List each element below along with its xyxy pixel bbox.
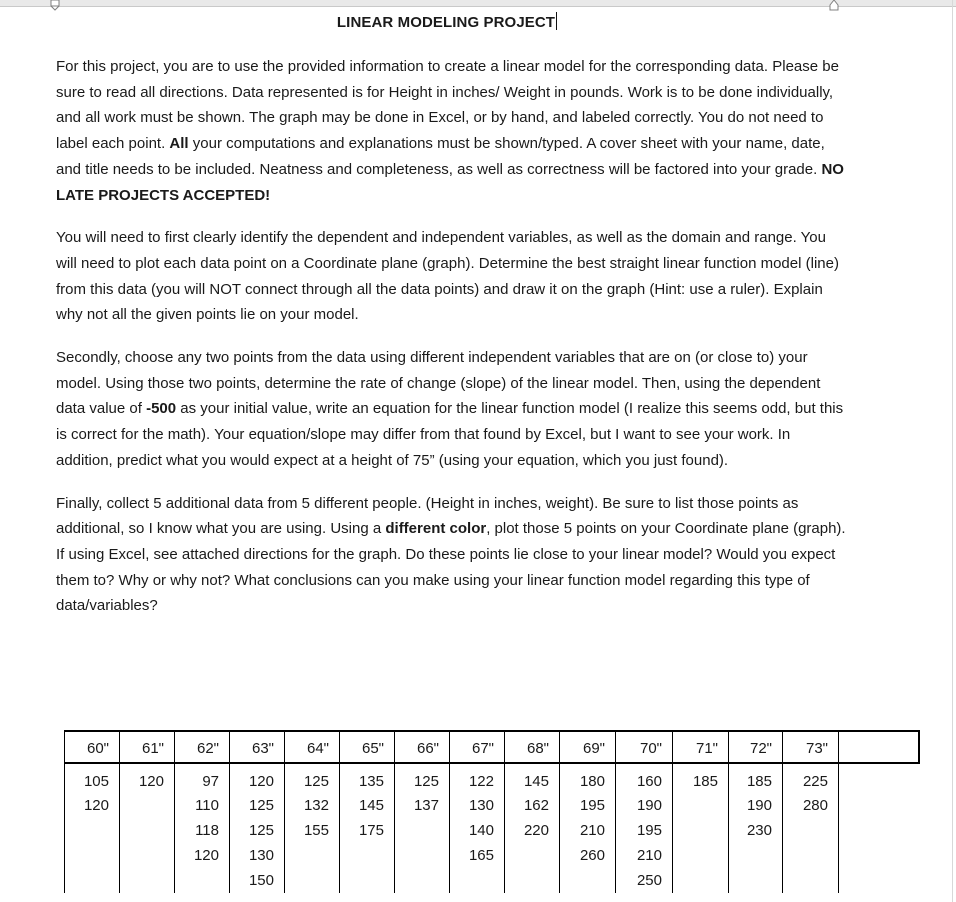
- header-cell[interactable]: 62": [175, 731, 230, 763]
- table-cell[interactable]: 160: [616, 763, 673, 793]
- table-cell[interactable]: [560, 868, 616, 893]
- table-cell[interactable]: [120, 868, 175, 893]
- paragraph-text: your computations and explanations must be shown/typed. A cover sheet with your name, date, and title needs to be included. Neatness and completeness, as well as correctness will be factored into your grade.: [56, 135, 825, 178]
- header-cell[interactable]: 63": [230, 731, 285, 763]
- bold-text: NO LATE PROJECTS ACCEPTED!: [56, 160, 844, 204]
- table-cell[interactable]: 165: [450, 843, 505, 868]
- table-header-row: [65, 731, 919, 763]
- table-cell[interactable]: [285, 843, 340, 868]
- header-cell[interactable]: 71": [673, 731, 729, 763]
- header-cell[interactable]: 64": [285, 731, 340, 763]
- table-cell[interactable]: 140: [450, 818, 505, 843]
- table-cell[interactable]: [783, 843, 839, 868]
- table-cell[interactable]: [65, 818, 120, 843]
- text-cursor: [556, 12, 557, 30]
- table-cell[interactable]: 120: [175, 843, 230, 868]
- table-cell[interactable]: [839, 763, 919, 793]
- right-indent-marker-icon[interactable]: [829, 0, 839, 11]
- table-cell[interactable]: [729, 868, 783, 893]
- table-cell[interactable]: [783, 868, 839, 893]
- table-row: [65, 868, 919, 893]
- table-row: [65, 793, 919, 818]
- table-cell[interactable]: [839, 818, 919, 843]
- table-cell[interactable]: [839, 793, 919, 818]
- table-cell[interactable]: 220: [505, 818, 560, 843]
- table-cell[interactable]: [120, 793, 175, 818]
- table-cell[interactable]: [340, 843, 395, 868]
- table-cell[interactable]: 195: [560, 793, 616, 818]
- table-cell[interactable]: 185: [729, 763, 783, 793]
- header-cell[interactable]: 67": [450, 731, 505, 763]
- table-cell[interactable]: 130: [450, 793, 505, 818]
- table-cell[interactable]: 125: [395, 763, 450, 793]
- table-cell[interactable]: [395, 868, 450, 893]
- table-cell[interactable]: 190: [616, 793, 673, 818]
- header-cell[interactable]: 68": [505, 731, 560, 763]
- paragraph-text: as your initial value, write an equation for the linear function model (I realize this seems odd, but this is correct for the math). Your equation/slope may differ from that found by Excel, but I want to see your work. In addition, predict what you would expect at a height of 75” (using your equation, which you just found).: [56, 400, 844, 469]
- table-cell[interactable]: 230: [729, 818, 783, 843]
- header-cell[interactable]: 61": [120, 731, 175, 763]
- table-cell[interactable]: [839, 843, 919, 868]
- table-cell[interactable]: 120: [65, 793, 120, 818]
- page-edge: [952, 0, 953, 902]
- horizontal-ruler[interactable]: [0, 0, 956, 7]
- table-cell[interactable]: 105: [65, 763, 120, 793]
- table-cell[interactable]: 137: [395, 793, 450, 818]
- table-cell[interactable]: [839, 868, 919, 893]
- table-cell[interactable]: 122: [450, 763, 505, 793]
- table-cell[interactable]: 190: [729, 793, 783, 818]
- paragraph-text: You will need to first clearly identify the dependent and independent variables, as well as the domain and range. You will need to plot each data point on a Coordinate plane (graph). Determine the best straight linear function model (line) from this data (you will NOT connect through all the data points) and draw it on the graph (Hint: use a ruler). Explain why not all the given points lie on your model.: [56, 229, 839, 324]
- table-cell[interactable]: 118: [175, 818, 230, 843]
- table-cell[interactable]: 150: [230, 868, 285, 893]
- table-cell[interactable]: [120, 843, 175, 868]
- height-weight-table[interactable]: [64, 730, 920, 893]
- table-cell[interactable]: [673, 818, 729, 843]
- table-cell[interactable]: 120: [230, 763, 285, 793]
- paragraph-1[interactable]: [56, 54, 846, 208]
- table-cell[interactable]: 125: [285, 763, 340, 793]
- paragraph-text: , plot those 5 points on your Coordinate plane (graph). If using Excel, see attached directions for the graph. Do these points lie close to your linear model? Would you expect them to? Why or why not? What conclusions can you make using your linear function model regarding this type of data/variables?: [56, 520, 846, 615]
- paragraph-text: Secondly, choose any two points from the data using different independent variables that are on (or close to) your model. Using those two points, determine the rate of change (slope) of the linear model. Then, using the dependent data value of: [56, 349, 821, 418]
- left-indent-marker-icon[interactable]: [50, 0, 60, 11]
- paragraph-2[interactable]: [56, 225, 846, 328]
- table-cell[interactable]: 125: [230, 818, 285, 843]
- document-title[interactable]: [0, 12, 894, 31]
- table-cell[interactable]: [65, 843, 120, 868]
- table-cell[interactable]: 185: [673, 763, 729, 793]
- table-cell[interactable]: 132: [285, 793, 340, 818]
- bold-text: All: [169, 135, 189, 153]
- document-body[interactable]: [56, 54, 846, 636]
- header-cell[interactable]: 66": [395, 731, 450, 763]
- table-cell[interactable]: 120: [120, 763, 175, 793]
- table-cell[interactable]: 175: [340, 818, 395, 843]
- bold-text: different color: [385, 520, 487, 538]
- table-cell[interactable]: [285, 868, 340, 893]
- table-cell[interactable]: 130: [230, 843, 285, 868]
- table-cell[interactable]: 210: [616, 843, 673, 868]
- title-text: LINEAR MODELING PROJECT: [336, 14, 556, 31]
- table-cell[interactable]: 260: [560, 843, 616, 868]
- table-cell[interactable]: 195: [616, 818, 673, 843]
- table-cell[interactable]: [340, 868, 395, 893]
- paragraph-3[interactable]: [56, 345, 846, 474]
- table-cell[interactable]: [65, 868, 120, 893]
- table-cell[interactable]: [729, 843, 783, 868]
- paragraph-text: Finally, collect 5 additional data from 5 different people. (Height in inches, weight). Be sure to list those points as additional, so I know what you are using. Using a: [56, 494, 799, 538]
- table-row: [65, 763, 919, 793]
- table-cell[interactable]: [120, 818, 175, 843]
- table-cell[interactable]: 145: [505, 763, 560, 793]
- table-cell[interactable]: 210: [560, 818, 616, 843]
- table-cell[interactable]: [450, 868, 505, 893]
- table-cell[interactable]: 280: [783, 793, 839, 818]
- table-cell[interactable]: 162: [505, 793, 560, 818]
- table-cell[interactable]: 125: [230, 793, 285, 818]
- table-cell[interactable]: [673, 793, 729, 818]
- header-cell[interactable]: 69": [560, 731, 616, 763]
- table-cell[interactable]: 110: [175, 793, 230, 818]
- table-cell[interactable]: 250: [616, 868, 673, 893]
- table-cell[interactable]: [673, 843, 729, 868]
- table-cell[interactable]: 135: [340, 763, 395, 793]
- header-cell[interactable]: [839, 731, 919, 763]
- table-cell[interactable]: [395, 843, 450, 868]
- header-cell[interactable]: 65": [340, 731, 395, 763]
- table-row: [65, 818, 919, 843]
- table-cell[interactable]: [395, 818, 450, 843]
- header-cell[interactable]: 72": [729, 731, 783, 763]
- table-cell[interactable]: [505, 868, 560, 893]
- paragraph-text: For this project, you are to use the provided information to create a linear model for the corresponding data. Please be sure to read all directions. Data represented is for Height in inches/ Weight in pounds. Work is to be done individually, and all work must be shown. The graph may be done in Excel, or by hand, and labeled correctly. You do not need to label each point.: [56, 58, 839, 153]
- table-cell[interactable]: 155: [285, 818, 340, 843]
- table-row: [65, 843, 919, 868]
- paragraph-4[interactable]: [56, 491, 846, 620]
- bold-text: -500: [146, 400, 177, 418]
- table-cell[interactable]: 145: [340, 793, 395, 818]
- table-cell[interactable]: 180: [560, 763, 616, 793]
- table-cell[interactable]: 225: [783, 763, 839, 793]
- header-cell[interactable]: 70": [616, 731, 673, 763]
- header-cell[interactable]: 60": [65, 731, 120, 763]
- table-cell[interactable]: [673, 868, 729, 893]
- table-cell[interactable]: [505, 843, 560, 868]
- table-cell[interactable]: [175, 868, 230, 893]
- header-cell[interactable]: 73": [783, 731, 839, 763]
- table-cell[interactable]: [783, 818, 839, 843]
- table-cell[interactable]: 97: [175, 763, 230, 793]
